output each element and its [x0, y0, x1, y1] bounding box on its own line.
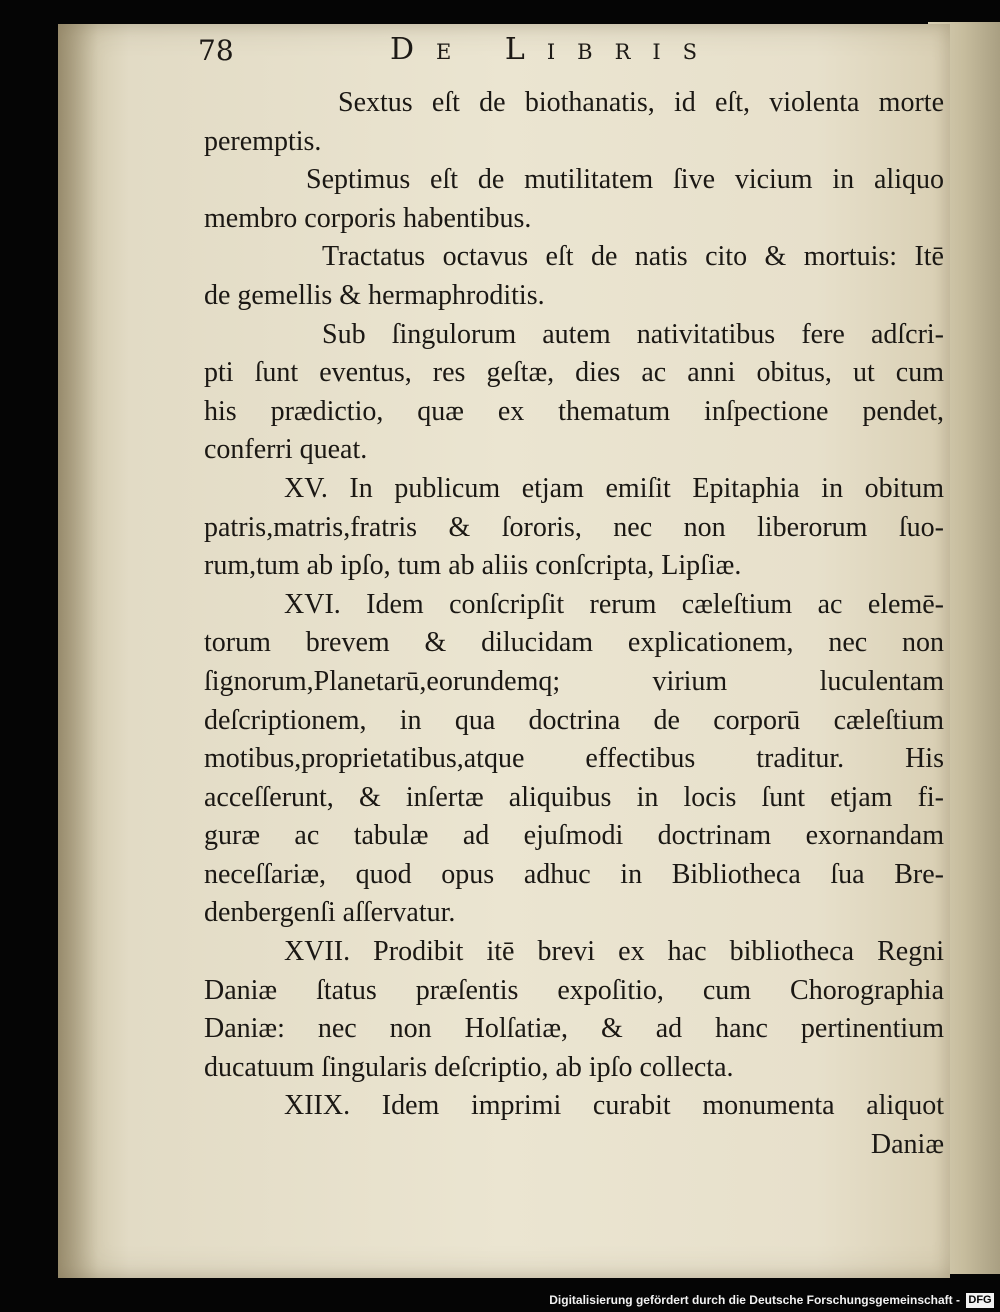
- page-number: 78: [198, 34, 234, 67]
- text-line: XVII. Prodibit itē brevi ex hac bibliotheca Regni: [284, 936, 944, 968]
- text-line: Septimus eſt de mutilitatem ſive vicium in aliquo: [306, 164, 944, 196]
- text-line: de gemellis & hermaphroditis.: [204, 279, 545, 311]
- text-line: Sextus eſt de biothanatis, id eſt, violenta morte: [338, 87, 944, 118]
- text-line: XVI. Idem conſcripſit rerum cæleſtium ac elemē-: [284, 588, 944, 620]
- text-line: acceſſerunt, & inſertæ aliquibus in locis ſunt etjam fi-: [204, 781, 944, 813]
- running-head: [198, 30, 898, 70]
- text-line: Daniæ: nec non Holſatiæ, & ad hanc pertinentium: [204, 1013, 944, 1045]
- text-line: conferri queat.: [204, 434, 368, 466]
- text-line: peremptis.: [204, 125, 322, 157]
- text-line: guræ ac tabulæ ad ejuſmodi doctrinam exornandam: [204, 820, 944, 852]
- text-line: denbergenſi aſſervatur.: [204, 897, 456, 929]
- text-line: ſignorum,Planetarū,eorundemq; virium luculentam: [204, 665, 944, 697]
- text-line: motibus,proprietatibus,atque effectibus traditur. His: [204, 743, 944, 775]
- dfg-logo: DFG: [966, 1293, 994, 1308]
- text-line: XV. In publicum etjam emiſit Epitaphia in obitum: [284, 472, 944, 504]
- text-line: Sub ſingulorum autem nativitatibus fere adſcri-: [322, 318, 944, 350]
- text-line: membro corporis habentibus.: [204, 202, 532, 234]
- catchword: Daniæ: [870, 1129, 944, 1161]
- digitization-footer: [0, 1290, 1000, 1312]
- text-line: rum,tum ab ipſo, tum ab aliis conſcripta, Lipſiæ.: [204, 550, 742, 582]
- body-text: [204, 84, 944, 1165]
- text-line: XIIX. Idem imprimi curabit monumenta aliquot: [284, 1090, 944, 1122]
- text-line: torum brevem & dilucidam explicationem, nec non: [204, 627, 944, 659]
- text-line: his prædictio, quæ ex thematum inſpectione pendet,: [204, 395, 944, 427]
- text-line: neceſſariæ, quod opus adhuc in Bibliotheca ſua Bre-: [204, 858, 944, 890]
- text-line: ducatuum ſingularis deſcriptio, ab ipſo collecta.: [204, 1051, 734, 1083]
- running-title: De Libris: [390, 32, 720, 67]
- text-line: patris,matris,fratris & ſororis, nec non liberorum ſuo-: [204, 511, 944, 543]
- text-line: Tractatus octavus eſt de natis cito & mortuis: Itē: [322, 241, 944, 273]
- text-line: pti ſunt eventus, res geſtæ, dies ac anni obitus, ut cum: [204, 357, 944, 389]
- text-line: deſcriptionem, in qua doctrina de corporū cæleſtium: [204, 704, 944, 736]
- text-line: Daniæ ſtatus præſentis expoſitio, cum Chorographia: [204, 974, 944, 1006]
- funding-credit: Digitalisierung gefördert durch die Deutsche Forschungsgemeinschaft -: [549, 1293, 960, 1307]
